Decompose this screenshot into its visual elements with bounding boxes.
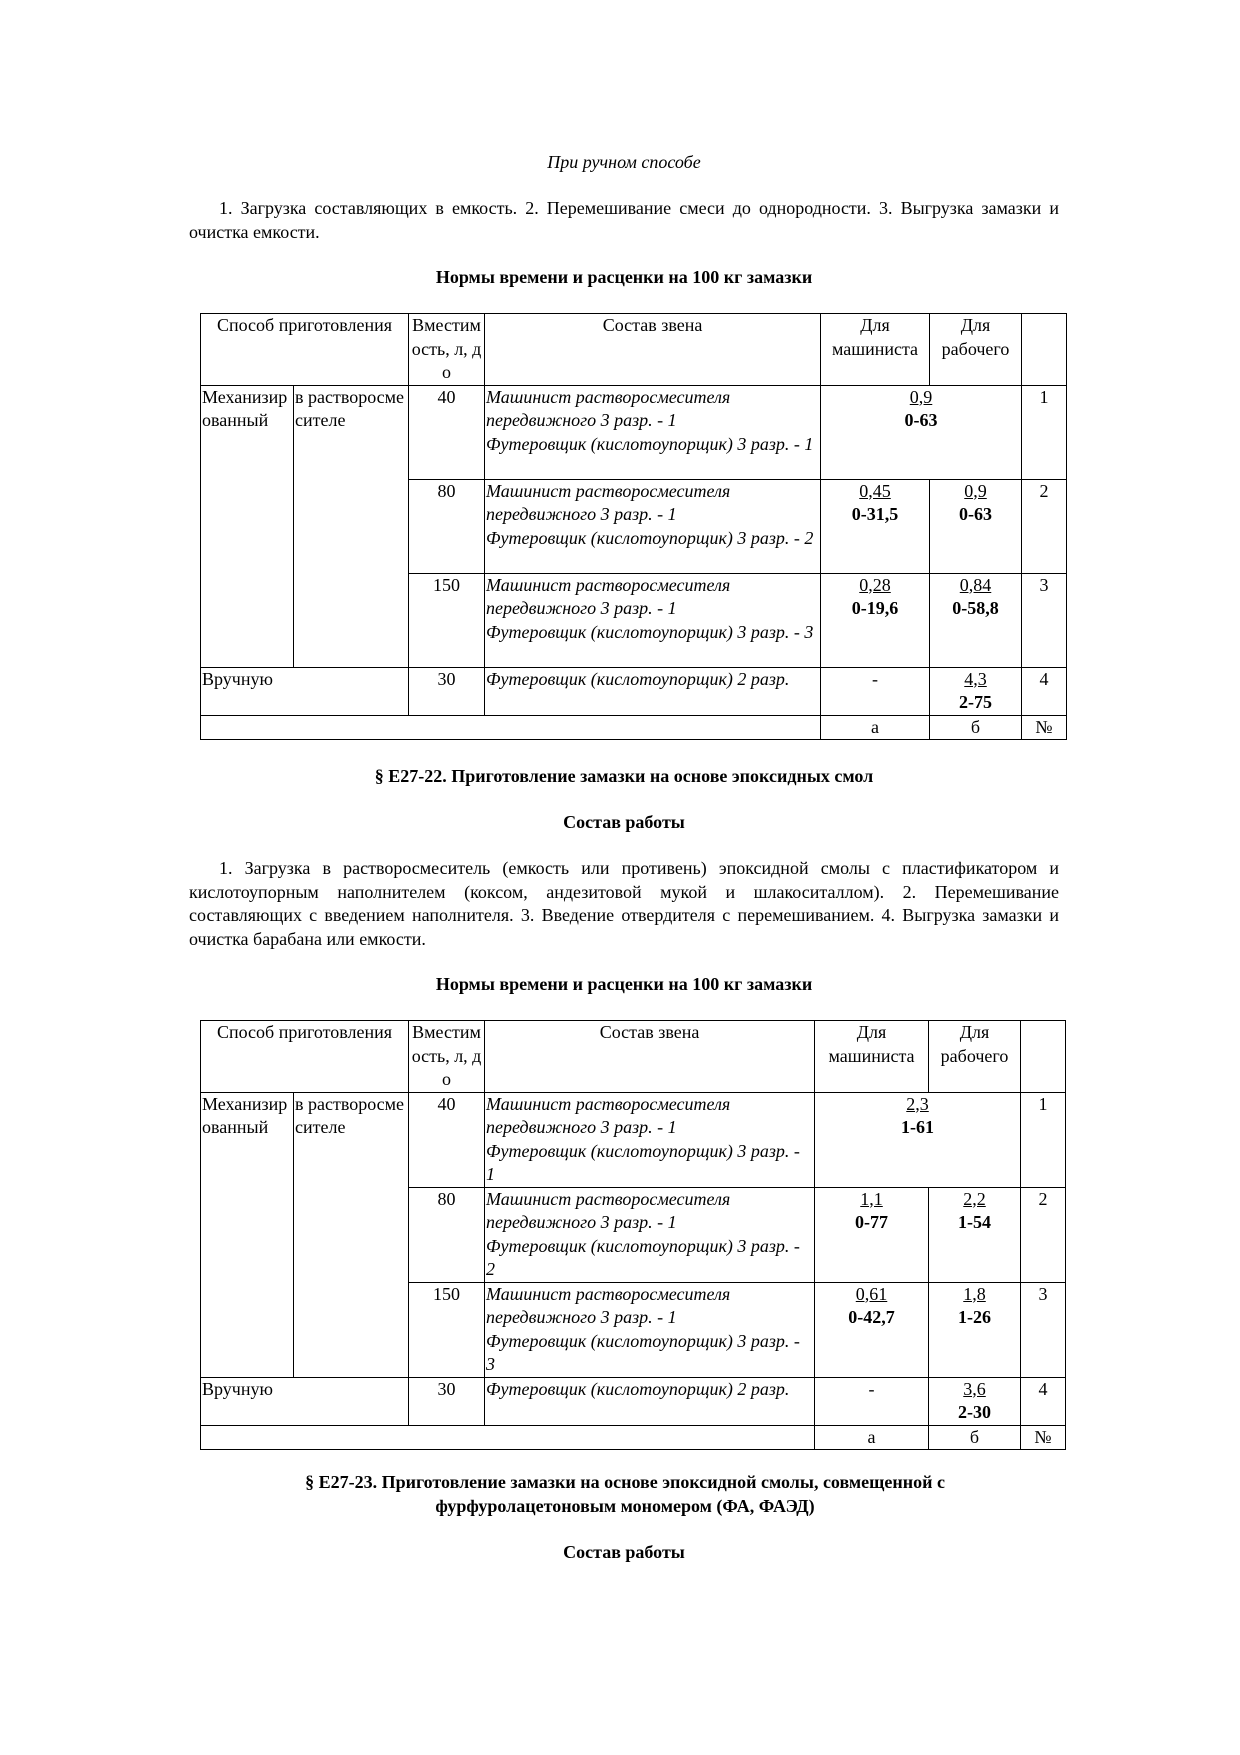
method-mixer: в растворосмесителе (294, 1092, 409, 1377)
crew-cell (485, 1092, 815, 1187)
table-header-row (201, 1021, 1066, 1093)
rate-value: 0-19,6 (851, 598, 899, 618)
crew-line-2: Футеровщик (кислотоупорщик) 3 разр. - 1 (486, 433, 814, 454)
capacity-cell: 150 (409, 1282, 485, 1377)
norm-value: 0,28 (859, 574, 891, 595)
capacity-cell: 150 (409, 573, 485, 667)
rate-value: 2-30 (958, 1402, 992, 1422)
worker-cell (930, 667, 1022, 715)
machinist-cell (815, 1377, 929, 1425)
crew-line-2: Футеровщик (кислотоупорщик) 3 разр. - 3 (486, 621, 814, 642)
machinist-cell (821, 479, 930, 573)
crew-line-1: Футеровщик (кислотоупорщик) 2 разр. (486, 668, 790, 689)
table2-title: Нормы времени и расценки на 100 кг замазки (435, 974, 813, 994)
header-capacity: Вместимость, л, до (409, 1021, 485, 1093)
row-number: 4 (1021, 1377, 1066, 1425)
machinist-cell (815, 1187, 929, 1282)
crew-cell (485, 479, 821, 573)
norms-table-2 (200, 1020, 1066, 1450)
rate-value: 0-63 (959, 504, 993, 524)
capacity-cell: 30 (409, 1377, 485, 1425)
norm-value: - (868, 1378, 875, 1399)
table-row (201, 1377, 1066, 1425)
worker-cell (929, 1377, 1021, 1425)
section23-title: § Е27-23. Приготовление замазки на основе эпоксидной смолы, совмещенной с фурфуролацетоновым мономером (ФА, ФАЭД) (305, 1472, 945, 1516)
table-row (201, 385, 1067, 479)
crew-line-1: Машинист растворосмесителя передвижного 3 разр. - 1 (486, 1283, 731, 1327)
table-row (201, 1092, 1066, 1187)
table1-title: Нормы времени и расценки на 100 кг замазки (435, 267, 813, 287)
header-number (1021, 1021, 1066, 1093)
combined-norm-cell (821, 385, 1022, 479)
row-number: 3 (1021, 1282, 1066, 1377)
worker-cell (929, 1282, 1021, 1377)
manual-steps: 1. Загрузка составляющих в емкость. 2. Перемешивание смеси до однородности. 3. Выгрузка замазки и очистка емкости. (189, 198, 1059, 242)
work-composition-heading: Состав работы (563, 812, 685, 832)
crew-line-1: Машинист растворосмесителя передвижного 3 разр. - 1 (486, 386, 731, 430)
manual-heading: При ручном способе (547, 152, 701, 172)
footer-no: № (1022, 715, 1067, 740)
machinist-cell (821, 667, 930, 715)
row-number: 1 (1021, 1092, 1066, 1187)
worker-cell (930, 479, 1022, 573)
crew-cell (485, 1282, 815, 1377)
table-footer-row (201, 715, 1067, 740)
header-method: Способ приготовления (201, 314, 409, 386)
row-number: 4 (1022, 667, 1067, 715)
norm-value: 0,45 (859, 480, 891, 501)
rate-value: 0-42,7 (848, 1307, 895, 1327)
capacity-cell: 80 (409, 479, 485, 573)
crew-cell (485, 1377, 815, 1425)
table-row (201, 667, 1067, 715)
header-crew: Состав звена (485, 1021, 815, 1093)
crew-cell (485, 385, 821, 479)
section22-title: § Е27-22. Приготовление замазки на основе эпоксидных смол (374, 766, 874, 786)
crew-line-2: Футеровщик (кислотоупорщик) 3 разр. - 3 (486, 1330, 800, 1374)
footer-b: б (930, 715, 1022, 740)
row-number: 2 (1021, 1187, 1066, 1282)
footer-a: а (815, 1425, 929, 1450)
header-worker: Для рабочего (929, 1021, 1021, 1093)
rate-value: 0-77 (855, 1212, 889, 1232)
header-machinist: Для машиниста (815, 1021, 929, 1093)
section22-steps: 1. Загрузка в растворосмеситель (емкость или противень) эпоксидной смолы с пластификатором и кислотоупорным наполнителем (коксом, андезитовой мукой и шлакоситаллом). 2. Перемешивание составляющих с введением наполнителя. 3. Введение отвердителя с перемешиванием. 4. Выгрузка замазки и очистка барабана или емкости. (189, 858, 1059, 949)
crew-cell (485, 573, 821, 667)
machinist-cell (821, 573, 930, 667)
header-crew: Состав звена (485, 314, 821, 386)
combined-norm-cell (815, 1092, 1021, 1187)
table-footer-row (201, 1425, 1066, 1450)
crew-line-1: Машинист растворосмесителя передвижного 3 разр. - 1 (486, 1188, 731, 1232)
norm-value: 0,61 (855, 1283, 888, 1304)
header-capacity: Вместимость, л, до (409, 314, 485, 386)
rate-value: 1-61 (901, 1117, 935, 1137)
rate-value: 2-75 (959, 692, 993, 712)
rate-value: 1-54 (958, 1212, 992, 1232)
capacity-cell: 30 (409, 667, 485, 715)
footer-a: а (821, 715, 930, 740)
method-mechanized: Механизированный (201, 385, 294, 667)
norm-value: 0,84 (959, 574, 992, 595)
crew-cell (485, 1187, 815, 1282)
norm-value: - (872, 668, 879, 689)
norm-value: 2,3 (906, 1093, 929, 1114)
row-number: 3 (1022, 573, 1067, 667)
crew-line-1: Машинист растворосмесителя передвижного 3 разр. - 1 (486, 574, 731, 618)
crew-line-1: Машинист растворосмесителя передвижного 3 разр. - 1 (486, 1093, 731, 1137)
header-worker: Для рабочего (930, 314, 1022, 386)
rate-value: 0-31,5 (851, 504, 899, 524)
crew-line-1: Машинист растворосмесителя передвижного 3 разр. - 1 (486, 480, 731, 524)
norm-value: 2,2 (963, 1188, 986, 1209)
header-number (1022, 314, 1067, 386)
row-number: 1 (1022, 385, 1067, 479)
table-header-row (201, 314, 1067, 386)
method-mechanized: Механизированный (201, 1092, 294, 1377)
crew-line-2: Футеровщик (кислотоупорщик) 3 разр. - 1 (486, 1140, 800, 1184)
norm-value: 3,6 (963, 1378, 986, 1399)
worker-cell (929, 1187, 1021, 1282)
footer-b: б (929, 1425, 1021, 1450)
machinist-cell (815, 1282, 929, 1377)
section23-work-heading: Состав работы (563, 1542, 685, 1562)
row-number: 2 (1022, 479, 1067, 573)
capacity-cell: 40 (409, 385, 485, 479)
norm-value: 1,8 (963, 1283, 986, 1304)
capacity-cell: 40 (409, 1092, 485, 1187)
norms-table-1 (200, 313, 1067, 740)
capacity-cell: 80 (409, 1187, 485, 1282)
method-manual: Вручную (201, 1377, 409, 1425)
norm-value: 0,9 (909, 386, 933, 407)
crew-cell (485, 667, 821, 715)
crew-line-2: Футеровщик (кислотоупорщик) 3 разр. - 2 (486, 1235, 800, 1279)
norm-value: 0,9 (964, 480, 987, 501)
rate-value: 0-63 (904, 410, 938, 430)
method-manual: Вручную (201, 667, 409, 715)
header-method: Способ приготовления (201, 1021, 409, 1093)
norm-value: 4,3 (964, 668, 987, 689)
crew-line-2: Футеровщик (кислотоупорщик) 3 разр. - 2 (486, 527, 814, 548)
header-machinist: Для машиниста (821, 314, 930, 386)
rate-value: 1-26 (958, 1307, 992, 1327)
worker-cell (930, 573, 1022, 667)
rate-value: 0-58,8 (952, 598, 999, 618)
crew-line-1: Футеровщик (кислотоупорщик) 2 разр. (486, 1378, 790, 1399)
method-mixer: в растворосмесителе (294, 385, 409, 667)
footer-no: № (1021, 1425, 1066, 1450)
norm-value: 1,1 (860, 1188, 883, 1209)
